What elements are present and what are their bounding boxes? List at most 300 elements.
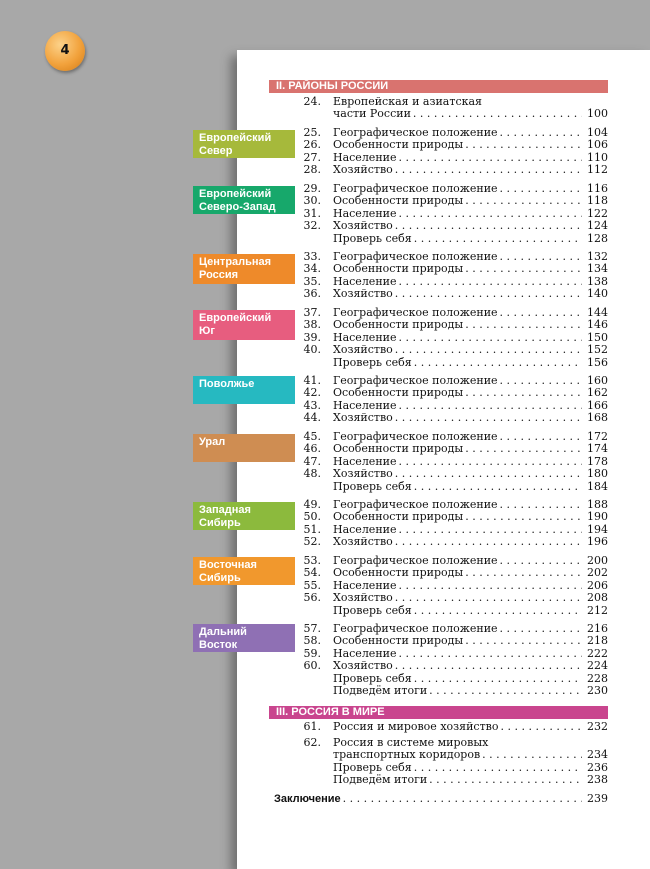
dot-leader — [500, 623, 582, 635]
dot-leader — [500, 721, 582, 733]
dot-leader — [399, 400, 583, 412]
region-tab — [193, 624, 295, 652]
toc-entry-page: 162 — [587, 387, 608, 400]
toc-entry-body — [333, 648, 608, 660]
toc-entry-title: Население — [333, 579, 397, 592]
dot-leader — [465, 635, 582, 647]
dot-leader — [500, 183, 582, 195]
toc-entry-page: 238 — [587, 774, 608, 787]
toc-entry-title: Географическое положение — [333, 499, 498, 511]
page-number-badge: 4 — [45, 31, 85, 71]
dot-leader — [429, 685, 582, 697]
toc-entry[interactable] — [301, 762, 608, 774]
dot-leader — [395, 468, 582, 480]
toc-entry-number: 42. — [303, 386, 321, 400]
region-tab — [193, 130, 295, 158]
toc-entry-body — [333, 737, 608, 749]
toc-entry-body — [333, 276, 608, 288]
toc-entry-page: 174 — [587, 443, 608, 456]
toc-entry-body — [333, 635, 608, 647]
dot-leader — [399, 332, 583, 344]
toc-entry-number: 41. — [303, 374, 321, 387]
toc-entry-page: 212 — [587, 604, 608, 617]
toc-entry-title: Население — [333, 455, 397, 468]
region-tab-line: Западная — [199, 504, 251, 516]
toc-entry-page: 168 — [587, 412, 608, 425]
toc-entry[interactable] — [301, 263, 608, 275]
toc-entry-body — [333, 208, 608, 220]
dot-leader — [500, 127, 582, 139]
toc-entry-body — [333, 251, 608, 263]
toc-entry-page: 194 — [587, 523, 608, 536]
toc-entry-page: 234 — [587, 749, 608, 762]
toc-entry-page: 188 — [587, 499, 608, 511]
toc-entry-title: Географическое положение — [333, 375, 498, 387]
toc-entry-number: 55. — [303, 578, 321, 592]
toc-entry-page: 206 — [587, 579, 608, 592]
toc-entry-page: 218 — [587, 635, 608, 648]
dot-leader — [500, 555, 582, 567]
dot-leader — [395, 536, 582, 548]
toc-entry[interactable] — [301, 774, 608, 786]
toc-entry[interactable] — [301, 387, 608, 399]
toc-entry-page: 112 — [587, 164, 608, 177]
toc-entry-title: Подведём итоги — [333, 685, 428, 697]
toc-entry[interactable] — [301, 375, 608, 387]
toc-entry-page: 104 — [587, 127, 608, 139]
region-tab — [193, 254, 295, 284]
toc-entry-title: Географическое положение — [333, 251, 498, 263]
toc-entry[interactable] — [301, 220, 608, 232]
toc-entry-title: Особенности природы — [333, 511, 464, 524]
toc-entry-title: Проверь себя — [333, 761, 412, 774]
toc-entry-number: 46. — [303, 442, 321, 456]
dot-leader — [465, 567, 582, 579]
dot-leader — [500, 307, 582, 319]
toc-entry[interactable] — [301, 673, 608, 685]
toc-entry-title: Географическое положение — [333, 127, 498, 139]
toc-entry-title: Хозяйство — [333, 536, 393, 549]
toc-entry-title: Особенности природы — [333, 387, 464, 400]
toc-entry-body — [333, 288, 608, 300]
toc-entry[interactable] — [301, 357, 608, 369]
toc-entry-body — [333, 263, 608, 275]
dot-leader — [395, 412, 582, 424]
region-tab-line: Европейский — [199, 188, 272, 200]
toc-entry-number: 29. — [303, 182, 321, 195]
region-tab-line: Юг — [199, 325, 215, 337]
toc-entry[interactable] — [301, 685, 608, 697]
dot-leader — [500, 375, 582, 387]
toc-entry-number: 51. — [303, 522, 321, 536]
toc-entry-body — [333, 108, 608, 120]
toc-entry-number: 31. — [303, 206, 321, 220]
region-tab — [193, 376, 295, 404]
toc-entry[interactable] — [301, 749, 608, 761]
toc-entry-title: Проверь себя — [333, 232, 412, 245]
region-tab-line: Европейский — [199, 132, 272, 144]
toc-entry-page: 118 — [587, 195, 608, 208]
toc-entry-body — [333, 233, 608, 245]
toc-entry-page: 146 — [587, 319, 608, 332]
toc-entry-title: части России — [333, 108, 411, 120]
dot-leader — [399, 276, 583, 288]
toc-entry-body — [333, 139, 608, 151]
toc-entry-number: 28. — [303, 163, 321, 177]
toc-entry-page: 180 — [587, 468, 608, 481]
toc-entry-page: 232 — [587, 721, 608, 733]
toc-entry[interactable] — [301, 567, 608, 579]
toc-entry[interactable] — [301, 108, 608, 120]
toc-entry-title: Особенности природы — [333, 443, 464, 456]
toc-entry-body — [333, 220, 608, 232]
dot-leader — [399, 456, 583, 468]
conclusion-page: 239 — [587, 792, 608, 805]
toc-entry-page: 156 — [587, 356, 608, 369]
dot-leader — [413, 108, 582, 120]
toc-entry-title: Хозяйство — [333, 288, 393, 301]
toc-entry-body — [333, 511, 608, 523]
toc-entry[interactable] — [301, 233, 608, 245]
toc-entry-title: Проверь себя — [333, 356, 412, 369]
region-tab — [193, 310, 295, 340]
toc-entry-body — [333, 96, 608, 108]
dot-leader — [395, 592, 582, 604]
region-tab-line: Восточная — [199, 559, 257, 571]
toc-entry-number: 24. — [303, 95, 321, 108]
region-tab-line: Восток — [199, 639, 238, 651]
toc-entry-body — [333, 749, 608, 761]
toc-entry-number: 38. — [303, 318, 321, 332]
toc-entry-body — [333, 567, 608, 579]
toc-entry-page: 172 — [587, 431, 608, 443]
toc-entry-page: 140 — [587, 288, 608, 301]
toc-entry-title: Особенности природы — [333, 635, 464, 648]
toc-entry-body — [333, 673, 608, 685]
toc-entry[interactable] — [301, 139, 608, 151]
toc-entry[interactable] — [301, 511, 608, 523]
toc-entry-page: 144 — [587, 307, 608, 319]
toc-entry-body — [333, 443, 608, 455]
toc-entry-number: 32. — [303, 219, 321, 233]
toc-entry-number: 37. — [303, 306, 321, 319]
toc-entry-title: Россия и мировое хозяйство — [333, 721, 499, 733]
toc-entry-title: Географическое положение — [333, 555, 498, 567]
dot-leader — [399, 208, 583, 220]
toc-entry[interactable] — [301, 307, 608, 319]
section-header-regions: II. РАЙОНЫ РОССИИ — [269, 80, 608, 93]
toc-entry-body — [333, 344, 608, 356]
region-tab-line: Европейский — [199, 312, 272, 324]
toc-entry-page: 196 — [587, 536, 608, 549]
toc-entry-title: Хозяйство — [333, 592, 393, 605]
dot-leader — [429, 774, 582, 786]
toc-entry[interactable] — [301, 635, 608, 647]
toc-entry-body — [333, 721, 608, 733]
toc-entry-body — [333, 623, 608, 635]
region-tab — [193, 434, 295, 462]
toc-entry-number: 26. — [303, 138, 321, 152]
toc-entry[interactable] — [301, 580, 608, 592]
toc-entry-body — [333, 431, 608, 443]
toc-entry-body — [333, 481, 608, 493]
dot-leader — [414, 605, 582, 617]
toc-entry-title: Особенности природы — [333, 139, 464, 152]
toc-entry[interactable] — [301, 737, 608, 749]
region-tab-line: Север — [199, 145, 233, 157]
toc-entry-body — [333, 536, 608, 548]
toc-entry-title: Проверь себя — [333, 604, 412, 617]
toc-entry-number: 57. — [303, 622, 321, 635]
toc-entry[interactable] — [301, 592, 608, 604]
toc-entry-body — [333, 412, 608, 424]
toc-entry[interactable] — [301, 623, 608, 635]
toc-entry-number: 30. — [303, 194, 321, 208]
toc-entry[interactable] — [301, 127, 608, 139]
toc-entry-body — [333, 183, 608, 195]
toc-entry-title: Хозяйство — [333, 344, 393, 357]
toc-entry-page: 116 — [587, 183, 608, 195]
toc-entry-page: 166 — [587, 399, 608, 412]
dot-leader — [465, 443, 582, 455]
toc-entry-number: 58. — [303, 634, 321, 648]
toc-entry-body — [333, 152, 608, 164]
dot-leader — [395, 288, 582, 300]
toc-entry[interactable] — [301, 648, 608, 660]
toc-entry[interactable] — [301, 481, 608, 493]
toc-entry-number: 44. — [303, 411, 321, 425]
toc-entry-body — [333, 605, 608, 617]
toc-entry-page: 138 — [587, 275, 608, 288]
toc-entry-title: Население — [333, 331, 397, 344]
toc-entry-body — [333, 332, 608, 344]
region-tab-line: Северо-Запад — [199, 201, 276, 213]
toc-entry[interactable] — [301, 456, 608, 468]
toc-entry-page: 134 — [587, 263, 608, 276]
dot-leader — [399, 152, 583, 164]
toc-entry-title: Подведём итоги — [333, 774, 428, 787]
region-tab-line: Дальний — [199, 626, 247, 638]
toc-entry-page: 100 — [587, 108, 608, 120]
toc-entry-title: Население — [333, 523, 397, 536]
toc-entry-title: Европейская и азиатская — [333, 96, 482, 108]
toc-entry-page: 152 — [587, 344, 608, 357]
toc-entry-page: 184 — [587, 480, 608, 493]
toc-entry-number: 48. — [303, 467, 321, 481]
conclusion-title: Заключение — [274, 793, 341, 805]
toc-entry-body — [333, 774, 608, 786]
toc-entry-title: Население — [333, 399, 397, 412]
toc-entry-number: 54. — [303, 566, 321, 580]
dot-leader — [395, 660, 582, 672]
toc-entry-number: 33. — [303, 250, 321, 263]
toc-entry-body — [333, 685, 608, 697]
toc-entry[interactable] — [301, 536, 608, 548]
toc-entry[interactable] — [301, 555, 608, 567]
dot-leader — [465, 195, 582, 207]
toc-entry-body — [333, 524, 608, 536]
toc-entry-page: 222 — [587, 647, 608, 660]
toc-entry-title: Хозяйство — [333, 468, 393, 481]
toc-entry[interactable] — [301, 660, 608, 672]
toc-entry-number: 39. — [303, 330, 321, 344]
toc-entry[interactable] — [301, 251, 608, 263]
toc-entry-number: 50. — [303, 510, 321, 524]
toc-entry-number: 52. — [303, 535, 321, 549]
toc-entry-page: 160 — [587, 375, 608, 387]
toc-entry-page: 110 — [587, 151, 608, 164]
toc-entry-page: 132 — [587, 251, 608, 263]
toc-entry[interactable] — [301, 288, 608, 300]
toc-entry-title: Географическое положение — [333, 307, 498, 319]
toc-entry-number: 49. — [303, 498, 321, 511]
toc-entry-title: Россия в системе мировых — [333, 737, 489, 749]
region-tab-line: Поволжье — [199, 378, 255, 390]
toc-entry-title: Население — [333, 647, 397, 660]
toc-entry[interactable] — [301, 319, 608, 331]
toc-entry-title: Географическое положение — [333, 431, 498, 443]
toc-entry-page: 190 — [587, 511, 608, 524]
dot-leader — [414, 481, 582, 493]
dot-leader — [399, 580, 583, 592]
toc-entry-conclusion[interactable] — [274, 793, 608, 805]
dot-leader — [500, 499, 582, 511]
toc-entry-number: 45. — [303, 430, 321, 443]
toc-entry[interactable] — [301, 499, 608, 511]
toc-entry[interactable] — [301, 152, 608, 164]
region-tab-line: Россия — [199, 269, 239, 281]
dot-leader — [414, 357, 582, 369]
toc-entry-body — [333, 580, 608, 592]
toc-entry-body — [333, 127, 608, 139]
toc-entry-page: 178 — [587, 455, 608, 468]
toc-entry-number: 43. — [303, 398, 321, 412]
toc-entry[interactable] — [301, 96, 608, 108]
toc-entry[interactable] — [301, 332, 608, 344]
toc-entry-page: 122 — [587, 207, 608, 220]
region-tab-line: Урал — [199, 436, 226, 448]
toc-entry-body — [333, 319, 608, 331]
toc-entry-body — [333, 660, 608, 672]
toc-entry-number: 27. — [303, 150, 321, 164]
toc-entry-title: Особенности природы — [333, 319, 464, 332]
toc-entry[interactable] — [301, 344, 608, 356]
dot-leader — [500, 251, 582, 263]
toc-entry-number: 53. — [303, 554, 321, 567]
dot-leader — [465, 263, 582, 275]
toc-entry-title: Особенности природы — [333, 263, 464, 276]
toc-entry[interactable] — [301, 412, 608, 424]
region-tab-line: Сибирь — [199, 572, 241, 584]
region-tab — [193, 502, 295, 530]
toc-entry-title: Проверь себя — [333, 672, 412, 685]
toc-entry-body — [333, 357, 608, 369]
toc-entry[interactable] — [301, 276, 608, 288]
toc-entry-title: Население — [333, 207, 397, 220]
toc-entry-page: 230 — [587, 685, 608, 697]
toc-entry-number: 34. — [303, 262, 321, 276]
toc-entry-body — [333, 555, 608, 567]
toc-entry-page: 150 — [587, 331, 608, 344]
toc-entry-title: Особенности природы — [333, 567, 464, 580]
toc-entry-title: Географическое положение — [333, 623, 498, 635]
toc-entry-body — [333, 499, 608, 511]
toc-entry-page: 224 — [587, 660, 608, 673]
dot-leader — [395, 164, 582, 176]
toc-entry-page: 106 — [587, 139, 608, 152]
toc-entry[interactable] — [301, 183, 608, 195]
toc-entry[interactable] — [301, 208, 608, 220]
toc-entry-title: Особенности природы — [333, 195, 464, 208]
dot-leader — [414, 233, 582, 245]
toc-entry-page: 208 — [587, 592, 608, 605]
toc-entry-number: 25. — [303, 126, 321, 139]
toc-entry-title: транспортных коридоров — [333, 749, 481, 762]
toc-entry-body — [333, 468, 608, 480]
dot-leader — [414, 762, 582, 774]
dot-leader — [465, 511, 582, 523]
dot-leader — [465, 319, 582, 331]
toc-entry-title: Хозяйство — [333, 164, 393, 177]
toc-entry-body — [333, 307, 608, 319]
region-tab — [193, 557, 295, 585]
toc-entry-title: Географическое положение — [333, 183, 498, 195]
dot-leader — [414, 673, 582, 685]
toc-entry-page: 228 — [587, 672, 608, 685]
section-header-russia-in-world: III. РОССИЯ В МИРЕ — [269, 706, 608, 719]
toc-entry-number: 59. — [303, 646, 321, 660]
toc-entry-title: Хозяйство — [333, 412, 393, 425]
toc-entry[interactable] — [301, 721, 608, 733]
toc-entry-page: 124 — [587, 220, 608, 233]
dot-leader — [465, 139, 582, 151]
toc-entry-title: Население — [333, 275, 397, 288]
toc-entry-body — [333, 195, 608, 207]
toc-entry-body — [333, 456, 608, 468]
toc-entry-body — [333, 400, 608, 412]
toc-entry-page: 202 — [587, 567, 608, 580]
toc-entry-body — [333, 762, 608, 774]
toc-entry[interactable] — [301, 400, 608, 412]
toc-entry-body — [333, 375, 608, 387]
toc-entry-title: Хозяйство — [333, 660, 393, 673]
dot-leader — [465, 387, 582, 399]
toc-entry-number: 40. — [303, 343, 321, 357]
toc-entry[interactable] — [301, 524, 608, 536]
dot-leader — [395, 344, 582, 356]
toc-entry-number: 60. — [303, 659, 321, 673]
toc-entry-body — [333, 592, 608, 604]
region-tab-line: Центральная — [199, 256, 272, 268]
toc-entry-page: 200 — [587, 555, 608, 567]
toc-entry-title: Проверь себя — [333, 480, 412, 493]
toc-entry-page: 236 — [587, 761, 608, 774]
toc-entry-body — [333, 164, 608, 176]
toc-entry[interactable] — [301, 468, 608, 480]
toc-entry-number: 35. — [303, 274, 321, 288]
toc-entry-number: 61. — [303, 720, 321, 733]
dot-leader — [500, 431, 582, 443]
toc-entry[interactable] — [301, 431, 608, 443]
dot-leader — [482, 749, 582, 761]
toc-entry[interactable] — [301, 605, 608, 617]
dot-leader — [399, 524, 583, 536]
region-tab — [193, 186, 295, 214]
toc-entry[interactable] — [301, 443, 608, 455]
toc-entry[interactable] — [301, 195, 608, 207]
toc-entry[interactable] — [301, 164, 608, 176]
dot-leader — [395, 220, 582, 232]
